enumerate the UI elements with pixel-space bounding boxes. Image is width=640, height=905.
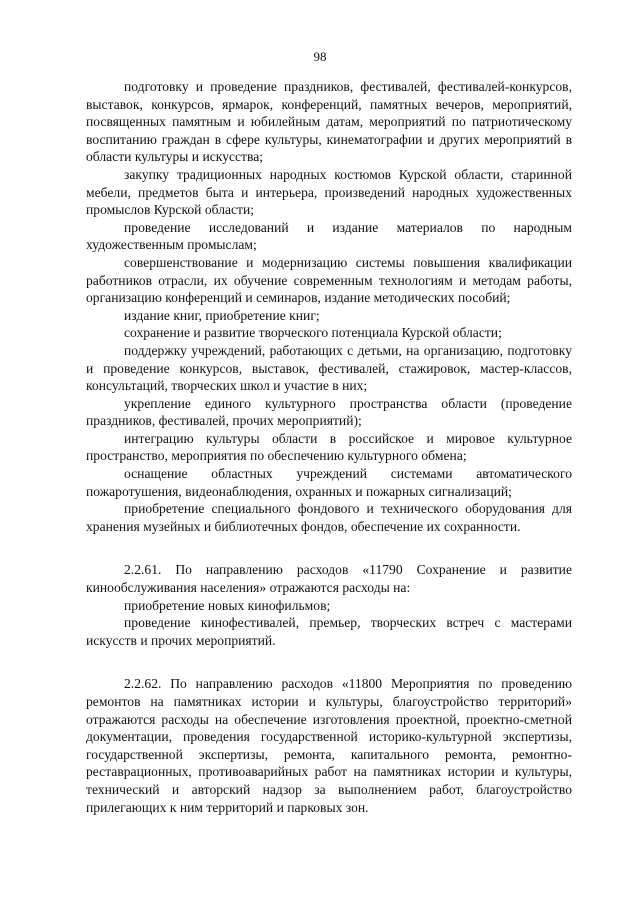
- list-item: интеграцию культуры области в российское и мировое культурное пространство, мероприятия по обеспечению культурного обмена;: [86, 430, 572, 464]
- page-body: [86, 78, 572, 816]
- list-item: издание книг, приобретение книг;: [124, 307, 320, 323]
- list-item: проведение исследований и издание материалов по народным художественным промыслам;: [86, 219, 572, 253]
- section-spacer: [86, 535, 572, 561]
- section-2-2-62-text: 2.2.62. По направлению расходов «11800 Мероприятия по проведению ремонтов на памятниках истории и культуры, благоустройство территорий» отражаются расходы на обеспечение изготовления проектной, проектно-сметной документации, проведения государственной историко-культурной экспертизы, государственной экспертизы, ремонта, капитального ремонта, ремонтно-реставрационных, противоаварийных работ на памятниках истории и культуры, технический и авторский надзор за выполнением работ, благоустройство прилегающих к ним территорий и парковых зон.: [86, 676, 572, 815]
- page-number: 98: [313, 49, 327, 64]
- list-item: приобретение специального фондового и технического оборудования для хранения музейных и библиотечных фондов, обеспечение их сохранности.: [86, 501, 572, 534]
- list-item: проведение кинофестивалей, премьер, творческих встреч с мастерами искусств и прочих мероприятий.: [86, 615, 572, 648]
- list-item: сохранение и развитие творческого потенциала Курской области;: [124, 325, 502, 341]
- list-item: совершенствование и модернизацию системы повышения квалификации работников отрасли, их обучение современным технологиям и методам работы, организацию конференций и семинаров, издание методических пособий;: [86, 254, 572, 306]
- list-item: подготовку и проведение праздников, фестивалей, фестивалей-конкурсов, выставок, конкурсов, ярмарок, конференций, памятных вечеров, мероприятий, посвященных памятным и юбилейным датам, мероприятий по патриотическому воспитанию граждан в сфере культуры, кинематографии и других мероприятий в области культуры и искусства;: [86, 79, 572, 165]
- list-item: оснащение областных учреждений системами автоматического пожаротушения, видеонаблюдения, охранных и пожарных сигнализаций;: [86, 466, 572, 499]
- list-item: поддержку учреждений, работающих с детьми, на организацию, подготовку и проведение конкурсов, выставок, фестивалей, стажировок, мастер-классов, консультаций, творческих школ и участие в них;: [86, 342, 572, 394]
- list-item: приобретение новых кинофильмов;: [124, 597, 331, 613]
- list-item: укрепление единого культурного пространства области (проведение праздников, фестивалей, прочих мероприятий);: [86, 395, 572, 429]
- section-2-2-61-intro: 2.2.61. По направлению расходов «11790 Сохранение и развитие кинообслуживания населения» отражаются расходы на:: [86, 562, 572, 596]
- section-spacer: [86, 649, 572, 675]
- list-item: закупку традиционных народных костюмов Курской области, старинной мебели, предметов быта и интерьера, произведений народных художественных промыслов Курской области;: [86, 166, 572, 218]
